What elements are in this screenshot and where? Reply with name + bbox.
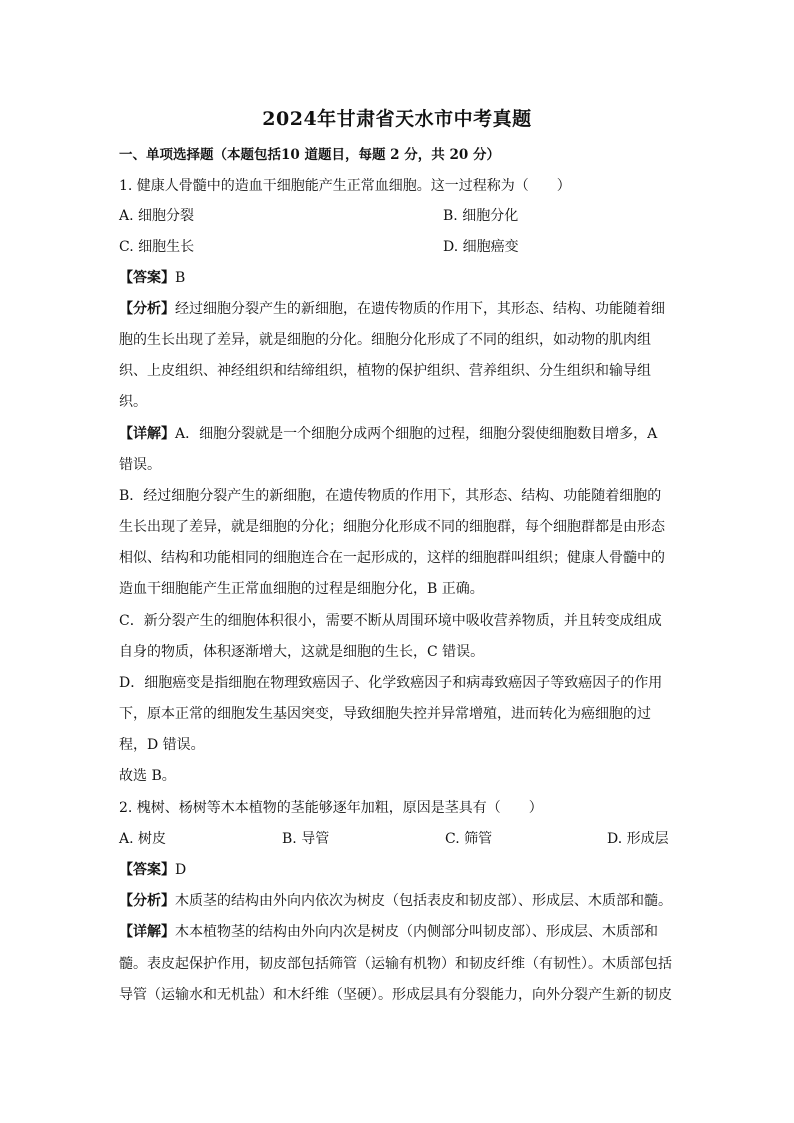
detail-text: 木本植物茎的结构由外向内次是树皮（内侧部分叫韧皮部）、形成层、木质部和	[175, 924, 658, 940]
q1-detail-line-3: B．经过细胞分裂产生的新细胞，在遗传物质的作用下，其形态、结构、功能随着细胞的	[119, 488, 662, 504]
q1-detail-line-7: C．新分裂产生的细胞体积很小，需要不断从周围环境中吸收营养物质，并且转变成组成	[119, 613, 662, 629]
analysis-text: 木质茎的结构由外向内依次为树皮（包括表皮和韧皮部）、形成层、木质部和髓。	[175, 893, 672, 909]
q1-conclusion: 故选 B。	[119, 768, 176, 784]
q1-detail-line-8: 自身的物质，体积逐渐增大，这就是细胞的生长，C 错误。	[119, 644, 485, 660]
section-heading: 一、单项选择题（本题包括10 道题目，每题 2 分，共 20 分）	[119, 147, 500, 163]
q1-option-d: D. 细胞癌变	[443, 239, 519, 255]
analysis-tag: 【分析】	[119, 301, 175, 317]
q2-detail-line-2: 髓。表皮起保护作用，韧皮部包括筛管（运输有机物）和韧皮纤维（有韧性）。木质部包括	[119, 956, 672, 972]
q1-answer	[119, 268, 185, 288]
q1-analysis-line-2: 胞的生长出现了差异，就是细胞的分化。细胞分化形成了不同的组织，如动物的肌肉组	[119, 332, 651, 348]
q1-detail-line-10: 下，原本正常的细胞发生基因突变，导致细胞失控并异常增殖，进而转化为癌细胞的过	[119, 706, 651, 722]
q1-detail-line-6: 造血干细胞能产生正常血细胞的过程是细胞分化，B 正确。	[119, 581, 484, 597]
q1-detail-line-11: 程，D 错误。	[119, 737, 205, 753]
answer-tag: 【答案】	[119, 270, 175, 286]
q2-option-d: D. 形成层	[607, 831, 669, 847]
q1-detail-line-9: D．细胞癌变是指细胞在物理致癌因子、化学致癌因子和病毒致癌因子等致癌因子的作用	[119, 675, 663, 691]
page-title: 2024年甘肃省天水市中考真题	[262, 108, 532, 130]
q1-detail-line-2: 错误。	[119, 457, 161, 473]
q2-detail-line-1	[119, 922, 658, 942]
q2-detail-line-3: 导管（运输水和无机盐）和木纤维（坚硬）。形成层具有分裂能力，向外分裂产生新的韧皮	[119, 987, 672, 1003]
detail-tag: 【详解】	[119, 426, 175, 442]
answer-value: D	[175, 862, 187, 878]
q1-analysis-line-4: 织。	[119, 394, 147, 410]
q2-option-a: A. 树皮	[119, 831, 167, 847]
question-1-stem: 1. 健康人骨髓中的造血干细胞能产生正常血细胞。这一过程称为（ ）	[119, 178, 571, 194]
q2-option-b: B. 导管	[282, 831, 330, 847]
analysis-text: 经过细胞分裂产生的新细胞，在遗传物质的作用下，其形态、结构、功能随着细	[175, 301, 665, 317]
answer-tag: 【答案】	[119, 862, 175, 878]
q2-analysis-line-1	[119, 891, 672, 911]
question-2-stem: 2. 槐树、杨树等木本植物的茎能够逐年加粗，原因是茎具有（ ）	[119, 800, 543, 816]
q1-analysis-line-3: 织、上皮组织、神经组织和结缔组织，植物的保护组织、营养组织、分生组织和输导组	[119, 363, 651, 379]
analysis-tag: 【分析】	[119, 893, 175, 909]
q1-option-b: B. 细胞分化	[443, 208, 519, 224]
q1-detail-line-4: 生长出现了差异，就是细胞的分化；细胞分化形成不同的细胞群，每个细胞群都是由形态	[119, 519, 665, 535]
q2-answer	[119, 860, 186, 880]
q1-analysis-line-1	[119, 299, 665, 319]
q1-detail-line-5: 相似、结构和功能相同的细胞连合在一起形成的，这样的细胞群叫组织；健康人骨髓中的	[119, 550, 665, 566]
q1-option-c: C. 细胞生长	[119, 239, 195, 255]
q1-detail-line-1	[119, 424, 657, 444]
q1-option-a: A. 细胞分裂	[119, 208, 195, 224]
detail-text: A．细胞分裂就是一个细胞分成两个细胞的过程，细胞分裂使细胞数目增多，A	[175, 426, 658, 442]
q2-option-c: C. 筛管	[445, 831, 493, 847]
answer-value: B	[175, 270, 186, 286]
detail-tag: 【详解】	[119, 924, 175, 940]
